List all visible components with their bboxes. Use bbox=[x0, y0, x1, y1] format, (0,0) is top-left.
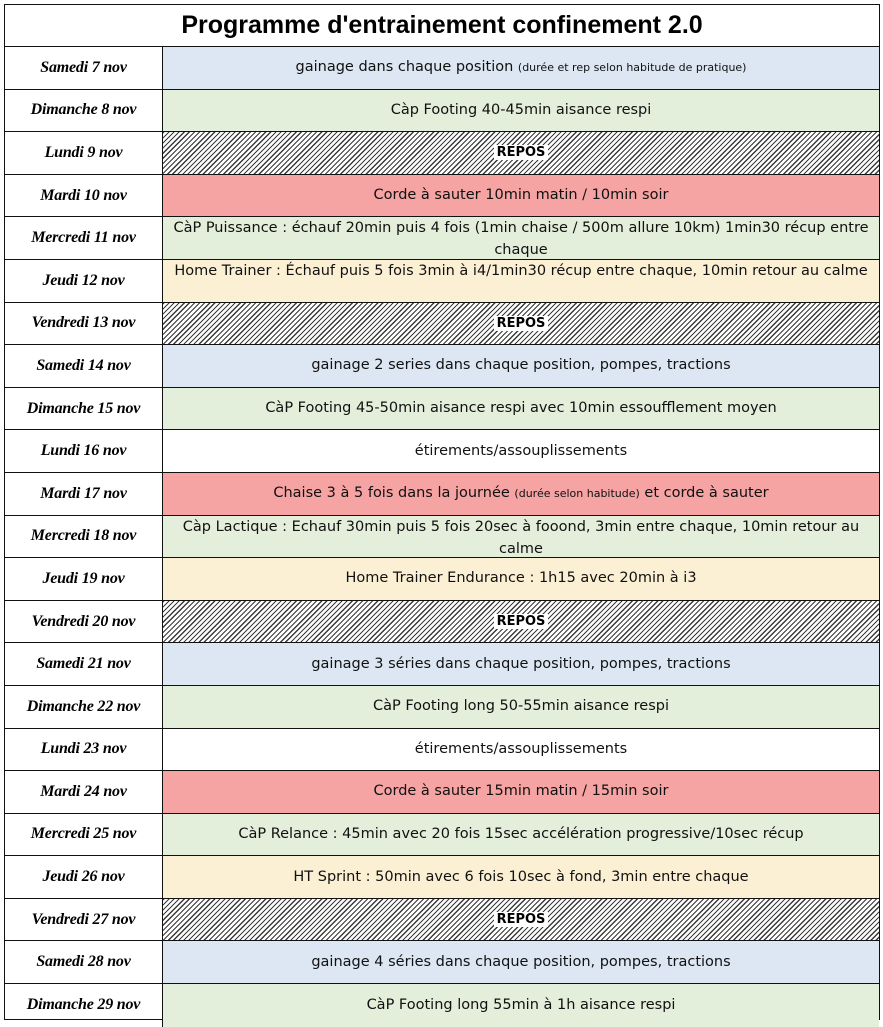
activity-cell bbox=[163, 558, 879, 600]
activity-cell bbox=[163, 430, 879, 472]
day-cell: Mercredi 18 nov bbox=[5, 516, 163, 558]
day-cell: Samedi 7 nov bbox=[5, 47, 163, 89]
activity-content bbox=[169, 217, 873, 259]
activity-text: CàP Relance : 45min avec 20 fois 15sec accélération progressive/10sec récup bbox=[238, 825, 804, 842]
activity-cell bbox=[163, 175, 879, 217]
activity-text: gainage 4 séries dans chaque position, pompes, tractions bbox=[311, 953, 731, 970]
activity-content bbox=[311, 952, 730, 973]
activity-text: Càp Lactique : Echauf 30min puis 5 fois 20sec à fooond, 3min entre chaque, 10min retour au calme bbox=[182, 518, 860, 557]
day-cell: Jeudi 19 nov bbox=[5, 558, 163, 600]
activity-text: Càp Footing 40-45min aisance respi bbox=[390, 101, 652, 118]
day-cell: Vendredi 13 nov bbox=[5, 303, 163, 345]
activity-cell bbox=[163, 345, 879, 387]
day-cell: Mardi 17 nov bbox=[5, 473, 163, 515]
activity-content bbox=[265, 398, 776, 419]
table-row bbox=[5, 473, 879, 516]
day-cell: Lundi 9 nov bbox=[5, 132, 163, 174]
activity-cell bbox=[163, 260, 879, 302]
activity-cell bbox=[163, 388, 879, 430]
activity-text: étirements/assouplissements bbox=[414, 442, 628, 459]
table-row bbox=[5, 388, 879, 431]
activity-content bbox=[293, 867, 748, 888]
activity-cell bbox=[163, 473, 879, 515]
activity-text: gainage dans chaque position bbox=[295, 59, 514, 76]
activity-content bbox=[296, 57, 747, 78]
day-cell: Dimanche 8 nov bbox=[5, 90, 163, 132]
day-cell: Mardi 10 nov bbox=[5, 175, 163, 217]
activity-cell bbox=[163, 643, 879, 685]
activity-cell bbox=[163, 814, 879, 856]
activity-text: étirements/assouplissements bbox=[414, 740, 628, 757]
rest-day-cell bbox=[163, 601, 879, 643]
table-row bbox=[5, 601, 879, 644]
rest-day-cell bbox=[163, 303, 879, 345]
training-schedule-table bbox=[4, 4, 880, 1020]
activity-content bbox=[391, 100, 652, 121]
table-row bbox=[5, 941, 879, 984]
table-row bbox=[5, 899, 879, 942]
activity-content bbox=[494, 142, 549, 163]
table-row bbox=[5, 175, 879, 218]
day-cell: Vendredi 27 nov bbox=[5, 899, 163, 941]
activity-content bbox=[374, 781, 669, 802]
activity-note: (durée et rep selon habitude de pratique) bbox=[517, 61, 747, 75]
activity-text: CàP Footing long 55min à 1h aisance respi bbox=[366, 996, 676, 1013]
activity-cell bbox=[163, 686, 879, 728]
table-row bbox=[5, 814, 879, 857]
table-row bbox=[5, 132, 879, 175]
activity-cell bbox=[163, 217, 879, 259]
activity-content bbox=[415, 441, 627, 462]
activity-text: CàP Footing 45-50min aisance respi avec 10min essoufflement moyen bbox=[265, 400, 777, 417]
activity-cell bbox=[163, 516, 879, 558]
repos-label: REPOS bbox=[494, 316, 549, 331]
table-row bbox=[5, 260, 879, 303]
table-row bbox=[5, 984, 879, 1027]
day-cell: Lundi 23 nov bbox=[5, 729, 163, 771]
day-cell: Jeudi 12 nov bbox=[5, 260, 163, 302]
day-cell: Mardi 24 nov bbox=[5, 771, 163, 813]
schedule-rows bbox=[5, 47, 879, 1027]
day-cell: Dimanche 29 nov bbox=[5, 984, 163, 1027]
activity-content bbox=[311, 355, 730, 376]
activity-text: CàP Footing long 50-55min aisance respi bbox=[372, 698, 670, 715]
activity-text: gainage 3 séries dans chaque position, pompes, tractions bbox=[311, 655, 731, 672]
rest-day-cell bbox=[163, 132, 879, 174]
day-cell: Mercredi 11 nov bbox=[5, 217, 163, 259]
table-row bbox=[5, 686, 879, 729]
activity-text: Corde à sauter 15min matin / 15min soir bbox=[373, 783, 669, 800]
day-cell: Dimanche 22 nov bbox=[5, 686, 163, 728]
activity-cell bbox=[163, 941, 879, 983]
day-cell: Dimanche 15 nov bbox=[5, 388, 163, 430]
activity-text: HT Sprint : 50min avec 6 fois 10sec à fond, 3min entre chaque bbox=[293, 868, 749, 885]
table-row bbox=[5, 856, 879, 899]
activity-cell bbox=[163, 729, 879, 771]
activity-content bbox=[169, 516, 873, 558]
table-row bbox=[5, 47, 879, 90]
activity-content bbox=[311, 654, 730, 675]
day-cell: Mercredi 25 nov bbox=[5, 814, 163, 856]
table-row bbox=[5, 430, 879, 473]
repos-label: REPOS bbox=[494, 145, 549, 160]
rest-day-cell bbox=[163, 899, 879, 941]
repos-label: REPOS bbox=[494, 614, 549, 629]
day-cell: Vendredi 20 nov bbox=[5, 601, 163, 643]
activity-cell bbox=[163, 771, 879, 813]
activity-content bbox=[273, 483, 768, 504]
activity-text: gainage 2 series dans chaque position, pompes, tractions bbox=[311, 357, 731, 374]
activity-content bbox=[345, 568, 696, 589]
activity-content bbox=[494, 313, 549, 334]
table-row bbox=[5, 643, 879, 686]
activity-content bbox=[373, 696, 669, 717]
day-cell: Samedi 28 nov bbox=[5, 941, 163, 983]
activity-text: Home Trainer : Échauf puis 5 fois 3min à i4/1min30 récup entre chaque, 10min retour au calme bbox=[174, 262, 868, 279]
table-row bbox=[5, 345, 879, 388]
day-cell: Jeudi 26 nov bbox=[5, 856, 163, 898]
repos-label: REPOS bbox=[494, 912, 549, 927]
activity-note: (durée selon habitude) bbox=[514, 487, 640, 501]
table-row bbox=[5, 558, 879, 601]
activity-text: Corde à sauter 10min matin / 10min soir bbox=[373, 187, 669, 204]
table-row bbox=[5, 771, 879, 814]
activity-content bbox=[374, 185, 669, 206]
activity-content bbox=[494, 909, 549, 930]
activity-content bbox=[367, 995, 676, 1016]
table-row bbox=[5, 729, 879, 772]
activity-text: Chaise 3 à 5 fois dans la journée bbox=[273, 485, 510, 502]
page-title: Programme d'entrainement confinement 2.0 bbox=[5, 5, 879, 47]
activity-content bbox=[238, 824, 803, 845]
activity-content bbox=[494, 611, 549, 632]
activity-cell bbox=[163, 47, 879, 89]
day-cell: Lundi 16 nov bbox=[5, 430, 163, 472]
day-cell: Samedi 21 nov bbox=[5, 643, 163, 685]
activity-content bbox=[174, 260, 867, 282]
table-row bbox=[5, 90, 879, 133]
activity-cell bbox=[163, 984, 879, 1027]
activity-content bbox=[415, 739, 627, 760]
activity-cell bbox=[163, 856, 879, 898]
activity-cell bbox=[163, 90, 879, 132]
table-row bbox=[5, 516, 879, 559]
day-cell: Samedi 14 nov bbox=[5, 345, 163, 387]
activity-text-continued: et corde à sauter bbox=[644, 485, 769, 502]
table-row bbox=[5, 303, 879, 346]
activity-text: Home Trainer Endurance : 1h15 avec 20min à i3 bbox=[345, 570, 697, 587]
table-row bbox=[5, 217, 879, 260]
activity-text: CàP Puissance : échauf 20min puis 4 fois (1min chaise / 500m allure 10km) 1min30 récup entre chaque bbox=[173, 220, 869, 259]
